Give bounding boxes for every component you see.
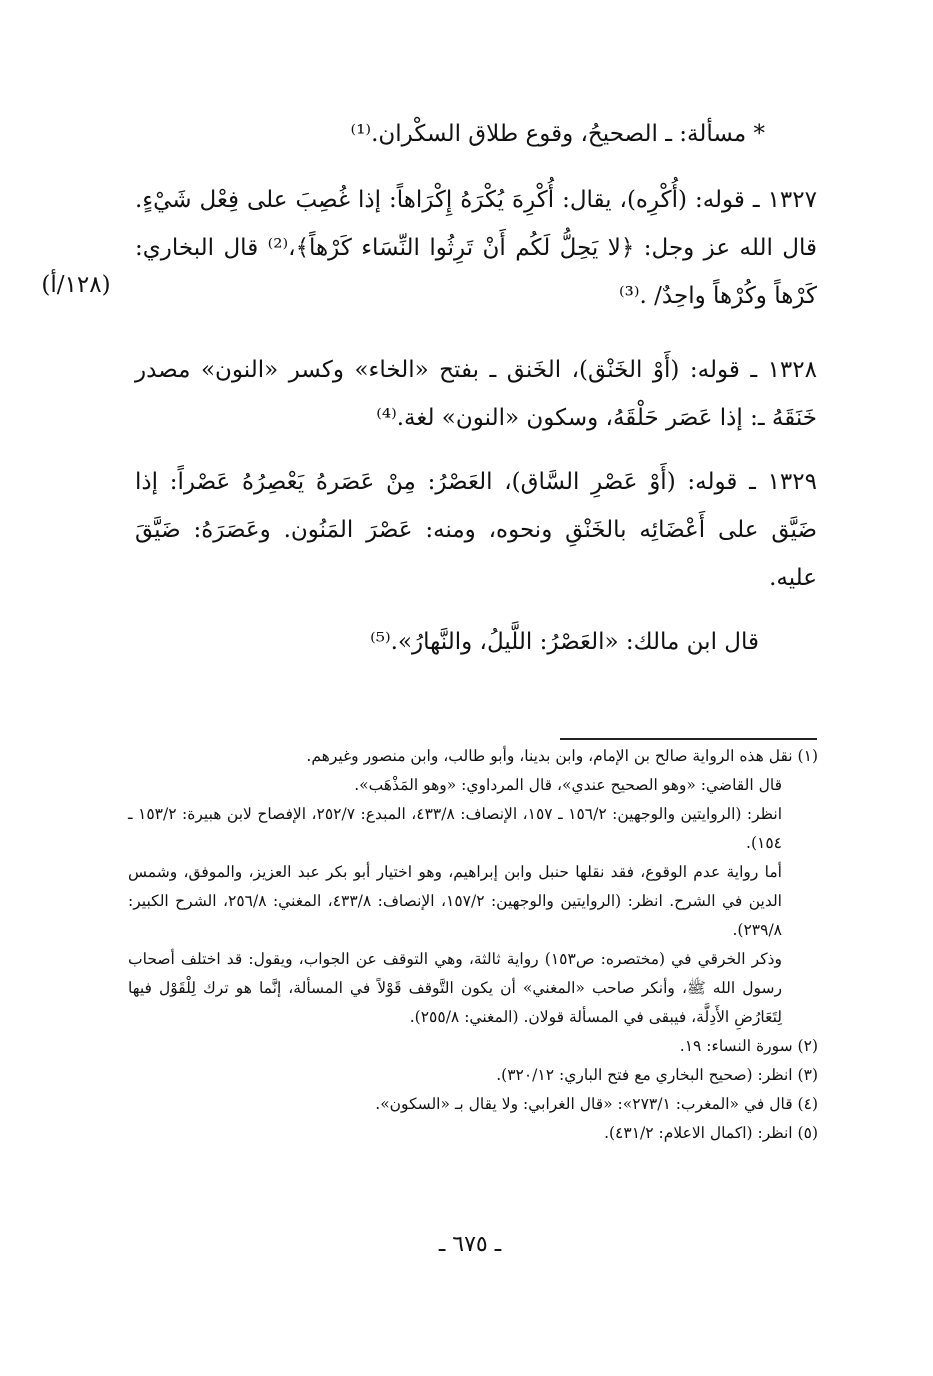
footnote-separator: [560, 738, 817, 740]
footnote-1-cont-c: أما رواية عدم الوقوع، فقد نقلها حنبل وابن إبراهيم، وهو اختيار أبو بكر عبد العزيز، والموفق، وشمس الدين في الشرح. انظر: (الروايتين والوجهين: ١٥٧/٢، الإنصاف: ٤٣٣/٨، المغني: ٢٥٦/٨، الشرح الكبير: ٢٣٩/٨).: [128, 863, 782, 939]
footnotes: [128, 742, 818, 1148]
paragraph-1328: ١٣٢٨ ـ قوله: (أَوْ الخَنْق)، الخَنق ـ بفتح «الخاء» وكسر «النون» مصدر خَنَقَهُ ـ: إذا عَصَر حَلْقَهُ، وسكون «النون» لغة.⁽⁴⁾: [135, 357, 817, 431]
footnote-text: قال في «المغرب: ٢٧٣/١»: «قال الغرابي: ولا يقال بـ «السكون».: [375, 1095, 793, 1113]
footnote-1-cont-d: وذكر الخرقي في (مختصره: ص١٥٣) رواية ثالثة، وهي التوقف عن الجواب، ويقول: قد اختلف أصحاب رسول الله ﷺ، وأنكر صاحب «المغني» أن يكون التَّوقف قَوْلاً في المسألة، إنَّما هو ترك لِلْقَوْل فيها لِتَعَارُضِ الأَدِلَّة، فيبقى في المسألة قولان. (المغني: ٢٥٥/٨).: [128, 950, 782, 1026]
footnote-text: سورة النساء: ١٩.: [679, 1037, 793, 1055]
paragraph-1329: ١٣٢٩ ـ قوله: (أَوْ عَصْرِ السَّاق)، العَصْرُ: مِنْ عَصَرهُ يَعْصِرُهُ عَصْراً: إذا ضَيَّق على أَعْضَائِه بالخَنْقِ ونحوه، ومنه: عَصْرَ المَنُون. وعَصَرَهُ: ضَيَّقَ عليه.: [135, 469, 817, 591]
margin-folio-note: (١٢٨/أ): [41, 272, 111, 298]
section-heading: * مسألة: ـ الصحيحُ، وقوع طلاق السكْران.⁽¹⁾: [350, 121, 765, 147]
footnote-4: [128, 1090, 818, 1119]
main-text-2: [135, 346, 817, 442]
main-text-3: [135, 458, 817, 602]
paragraph-1327: ١٣٢٧ ـ قوله: (أُكْرِه)، يقال: أُكْرِهَ يُكْرَهُ إِكْرَاهاً: إذا غُصِبَ على فِعْل شَيْءٍ. قال الله عز وجل: ﴿لا يَحِلُّ لَكُم أَنْ تَرِثُوا النِّسَاء كَرْهاً﴾،⁽²⁾ قال البخاري: كَرْهاً وكُرْهاً واحِدٌ/ .⁽³⁾: [135, 187, 817, 309]
footnote-text: انظر: (صحيح البخاري مع فتح الباري: ٣٢٠/١٢).: [496, 1066, 793, 1084]
footnote-2: [128, 1032, 818, 1061]
main-text-4: [135, 618, 759, 666]
footnote-number: (٣): [797, 1066, 818, 1084]
footnote-3: [128, 1061, 818, 1090]
footnote-number: (١): [797, 747, 818, 765]
footnote-text: انظر: (اكمال الاعلام: ٤٣١/٢).: [604, 1124, 793, 1142]
footnote-1-cont-a: قال القاضي: «وهو الصحيح عندي»، قال المرداوي: «وهو المَذْهَب».: [354, 776, 782, 794]
footnote-1: [128, 742, 818, 771]
footnote-5: [128, 1119, 818, 1148]
page-number: ـ ٦٧٥ ـ: [438, 1232, 502, 1257]
footnote-text: نقل هذه الرواية صالح بن الإمام، وابن بدينا، وأبو طالب، وابن منصور وغيرهم.: [306, 747, 793, 765]
main-text: [135, 176, 817, 320]
footnote-number: (٤): [797, 1095, 818, 1113]
footnote-number: (٥): [797, 1124, 818, 1142]
paragraph-ibn-malik: قال ابن مالك: «العَصْرُ: اللَّيلُ، والنَّهارُ».⁽⁵⁾: [370, 629, 759, 655]
footnote-1-cont-b: انظر: (الروايتين والوجهين: ١٥٦/٢ ـ ١٥٧، الإنصاف: ٤٣٣/٨، المبدع: ٢٥٢/٧، الإفصاح لابن هبيرة: ١٥٣/٢ ـ ١٥٤).: [128, 805, 782, 852]
footnote-number: (٢): [797, 1037, 818, 1055]
